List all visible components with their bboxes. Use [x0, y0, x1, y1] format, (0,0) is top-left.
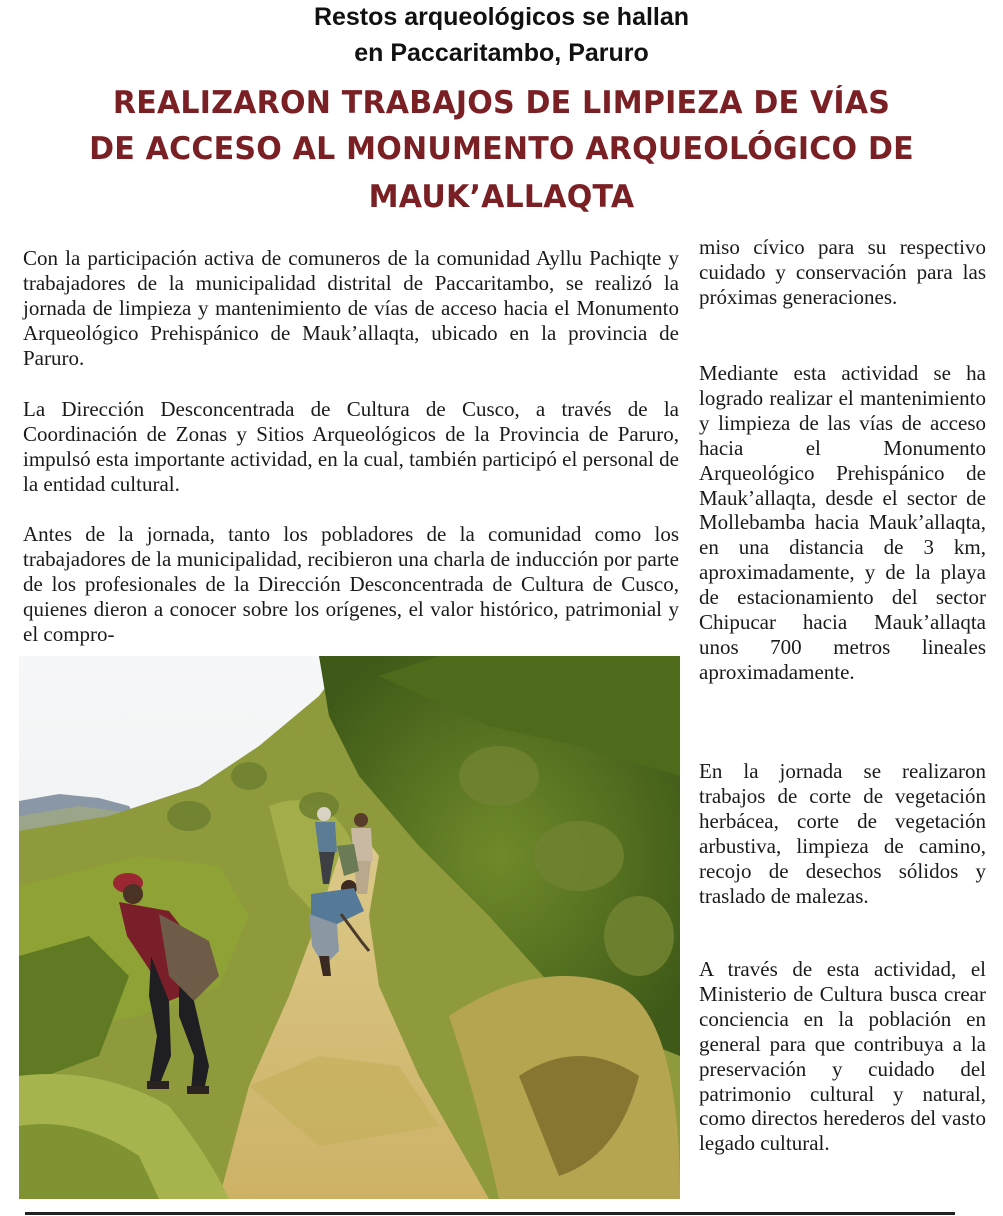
- paragraph-tasks: En la jornada se realizaron trabajos de corte de vegetación herbácea, corte de vegetación arbustiva, limpieza de camino, recojo de desechos sólidos y traslado de malezas.: [699, 759, 986, 908]
- bottom-rule: [25, 1212, 955, 1215]
- kicker-line-1: Restos arqueológicos se hallan: [313, 3, 690, 31]
- headline-line-2: DE ACCESO AL MONUMENTO ARQUEOLÓGICO DE: [89, 131, 914, 167]
- headline-line-1: REALIZARON TRABAJOS DE LIMPIEZA DE VÍAS: [112, 85, 891, 121]
- headline-line-3: MAUK’ALLAQTA: [368, 179, 635, 215]
- paragraph-ministry: A través de esta actividad, el Ministerio de Cultura busca crear conciencia en la población en general para que contribuya a la preservación y cuidado del patrimonio cultural y natural, como directos herederos del vasto legado cultural.: [699, 957, 986, 1156]
- paragraph-induction: Antes de la jornada, tanto los pobladores de la comunidad como los trabajadores de la municipalidad, recibieron una charla de inducción por parte de los profesionales de la Dirección Desconcentrada de Cultura de Cusco, quienes dieron a conocer sobre los orígenes, el valor histórico, patrimonial y el compro-: [23, 522, 679, 646]
- workers-clearing-path-photo: [19, 656, 680, 1199]
- paragraph-maintenance: Mediante esta actividad se ha logrado realizar el mantenimiento y limpieza de las vías de acceso hacia el Monumento Arqueológico Prehispánico de Mauk’allaqta, desde el sector de Mollebamba hacia Mauk’allaqta, en una distancia de 3 km, aproximadamente, y de la playa de estacionamiento del sector Chipucar hacia Mauk’allaqta unos 700 metros lineales aproximadamente.: [699, 361, 986, 684]
- paragraph-induction-continued: miso cívico para su respectivo cuidado y conservación para las próximas generaciones.: [699, 235, 986, 309]
- paragraph-participation: Con la participación activa de comuneros de la comunidad Ayllu Pachiqte y trabajadores de la municipalidad distrital de Paccaritambo, se realizó la jornada de limpieza y mantenimiento de vías de acceso hacia el Monumento Arqueológico Prehispánico de Mauk’allaqta, ubicado en la provincia de Paruro.: [23, 246, 679, 370]
- kicker-line-2: en Paccaritambo, Paruro: [354, 39, 649, 67]
- paragraph-direction: La Dirección Desconcentrada de Cultura de Cusco, a través de la Coordinación de Zonas y Sitios Arqueológicos de la Provincia de Paruro, impulsó esta importante actividad, en la cual, también participó el personal de la entidad cultural.: [23, 397, 679, 496]
